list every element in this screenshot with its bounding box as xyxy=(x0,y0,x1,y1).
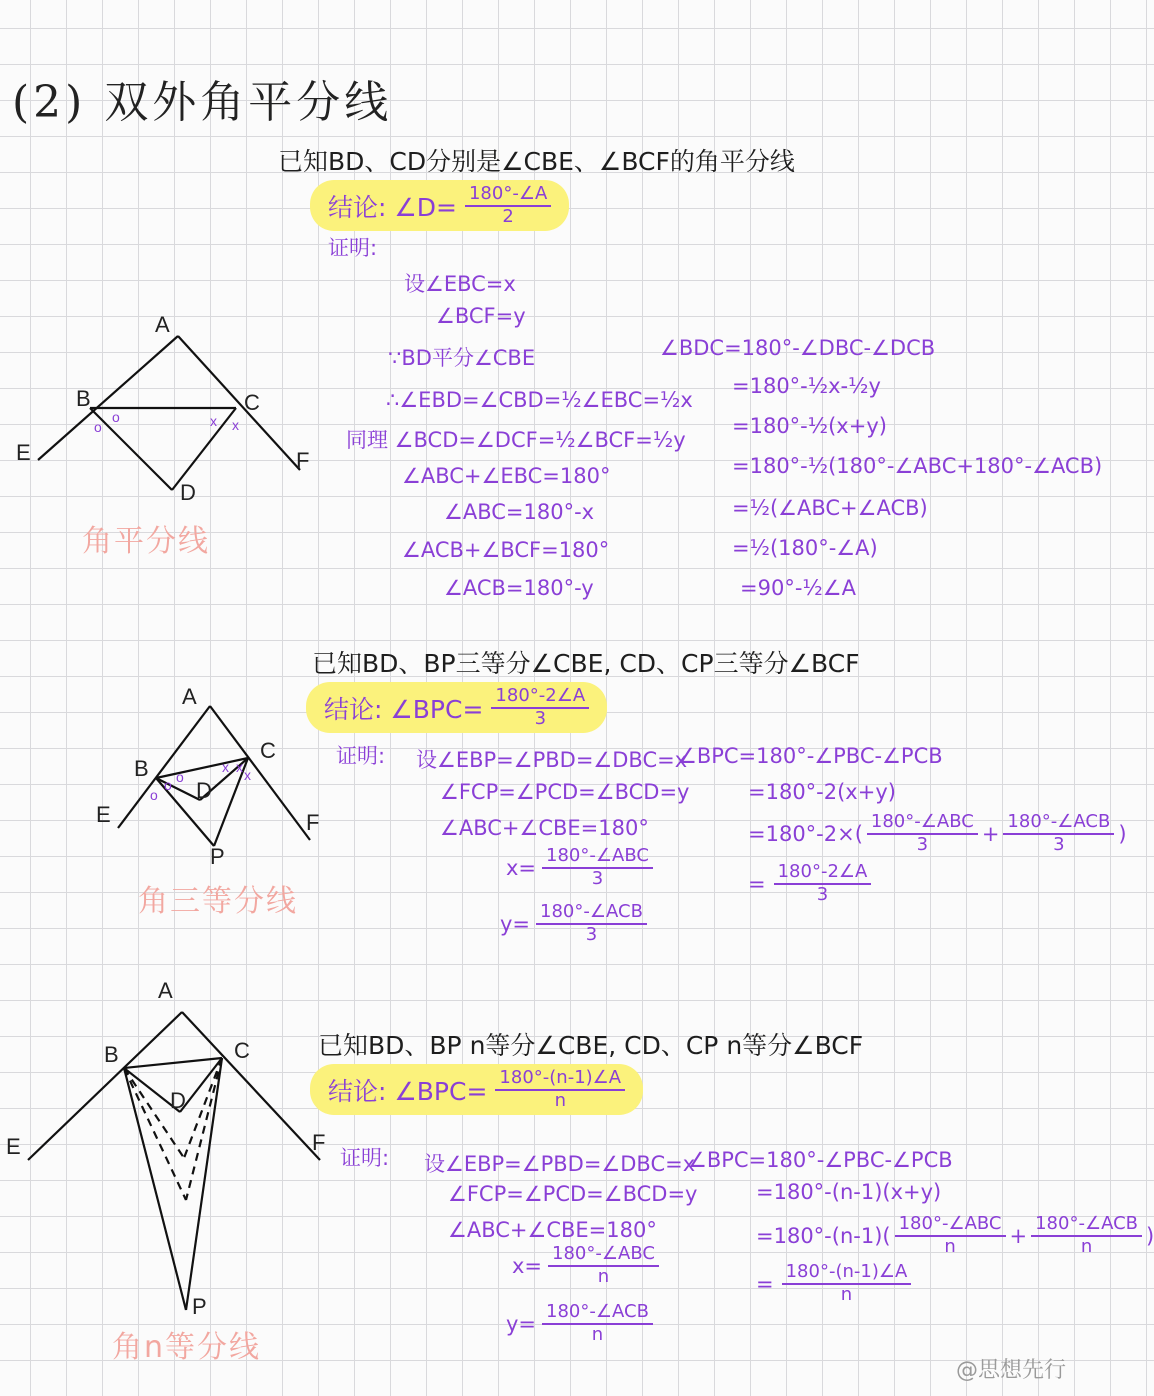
fraction-acb xyxy=(1031,1214,1142,1257)
fraction-numerator: 180°-∠ACB xyxy=(1031,1214,1142,1237)
fraction-denominator: n xyxy=(840,1283,853,1305)
fraction-denominator: 3 xyxy=(916,833,929,855)
diagram-3 xyxy=(28,1012,320,1310)
fraction-numerator: 180°-∠A xyxy=(465,184,551,207)
point-label-B: B xyxy=(134,756,149,781)
caption-3: 角n等分线 xyxy=(112,1330,262,1365)
conclusion-fraction xyxy=(495,1068,625,1111)
point-label-F: F xyxy=(296,448,310,473)
x-expression-3 xyxy=(512,1244,659,1287)
line-E-A xyxy=(38,336,178,460)
proof-line: ∠BDC=180°-∠DBC-∠DCB xyxy=(660,336,936,360)
fraction-denominator: n xyxy=(597,1265,610,1287)
x-fraction xyxy=(542,846,653,889)
proof-line: 同理 ∠BCD=∠DCF=½∠BCF=½y xyxy=(346,428,686,452)
point-label-D: D xyxy=(196,778,212,803)
angle-mark-x: x xyxy=(244,767,251,783)
conclusion-1 xyxy=(310,180,569,231)
dashed-ray-c1 xyxy=(184,1058,222,1158)
y-label: y= xyxy=(500,911,531,936)
fraction-numerator: 180°-(n-1)∠A xyxy=(495,1068,625,1091)
line-E-A xyxy=(118,706,210,828)
watermark: @思想先行 xyxy=(955,1358,1066,1383)
point-label-A: A xyxy=(158,978,173,1003)
proof-line: =½(∠ABC+∠ACB) xyxy=(732,496,928,520)
point-label-C: C xyxy=(234,1038,250,1063)
angle-mark-x: x xyxy=(232,417,239,433)
caption-2: 角三等分线 xyxy=(138,884,298,919)
line-A-F xyxy=(178,336,300,470)
point-label-C: C xyxy=(260,738,276,763)
proof-line: ∠FCP=∠PCD=∠BCD=y xyxy=(440,780,690,804)
angle-mark-o: o xyxy=(150,787,158,803)
conclusion-label: 结论: ∠D= xyxy=(328,192,457,222)
angle-mark-o: o xyxy=(164,777,172,793)
point-label-A: A xyxy=(182,684,197,709)
proof-line: ∠ACB=180°-y xyxy=(444,576,594,600)
fraction-numerator: 180°-∠ABC xyxy=(542,846,653,869)
y-expression-2 xyxy=(500,902,647,945)
fraction-abc xyxy=(867,812,978,855)
fraction-numerator: 180°-∠ACB xyxy=(536,902,647,925)
point-label-P: P xyxy=(192,1294,207,1319)
proof-line: =180°-½(180°-∠ABC+180°-∠ACB) xyxy=(732,454,1103,478)
conclusion-fraction xyxy=(465,184,551,227)
angle-mark-o: o xyxy=(176,769,184,785)
proof-line: ∠ABC+∠CBE=180° xyxy=(440,816,649,840)
proof-line: ∠ABC=180°-x xyxy=(444,500,595,524)
fraction-numerator: 180°-2∠A xyxy=(774,862,872,885)
proof-line: ∠BCF=y xyxy=(436,304,526,328)
proof-line: =½(180°-∠A) xyxy=(732,536,878,560)
fraction-numerator: 180°-∠ABC xyxy=(895,1214,1006,1237)
proof-label-2: 证明: xyxy=(336,744,386,768)
fraction-denominator: n xyxy=(944,1235,956,1257)
given-statement-2: 已知BD、BP三等分∠CBE, CD、CP三等分∠BCF xyxy=(312,649,860,678)
given-statement-1: 已知BD、CD分别是∠CBE、∠BCF的角平分线 xyxy=(278,147,795,176)
y-label: y= xyxy=(506,1311,537,1336)
angle-mark-x: x xyxy=(236,759,243,775)
proof-line: ∠ABC+∠EBC=180° xyxy=(402,464,611,488)
y-fraction xyxy=(542,1302,653,1345)
proof-line: =180°-½(x+y) xyxy=(732,414,887,438)
point-label-E: E xyxy=(96,802,111,827)
fraction-numerator: 180°-2∠A xyxy=(491,686,589,709)
angle-mark-o: o xyxy=(94,419,102,435)
diagram-1 xyxy=(38,336,300,490)
close-paren: ) xyxy=(1146,1223,1154,1248)
x-label: x= xyxy=(506,855,537,880)
final-expression-2 xyxy=(748,862,871,905)
proof-line: 设∠EBP=∠PBD=∠DBC=x xyxy=(424,1152,696,1176)
fraction-numerator: 180°-(n-1)∠A xyxy=(782,1262,912,1285)
final-expression-3 xyxy=(756,1262,911,1305)
fraction-denominator: n xyxy=(591,1323,604,1345)
fraction-denominator: 3 xyxy=(585,923,598,945)
proof-label-3: 证明: xyxy=(340,1146,390,1170)
proof-line: 设∠EBP=∠PBD=∠DBC=x xyxy=(416,748,688,772)
fraction-abc xyxy=(895,1214,1006,1257)
proof-line: ∠BPC=180°-∠PBC-∠PCB xyxy=(678,744,943,768)
fraction-numerator: 180°-∠ACB xyxy=(1003,812,1114,835)
proof-line: ∠FCP=∠PCD=∠BCD=y xyxy=(448,1182,698,1206)
equals-sign: = xyxy=(756,1271,774,1296)
fraction-denominator: 3 xyxy=(816,883,829,905)
point-label-D: D xyxy=(170,1088,186,1113)
proof-line: ∵BD平分∠CBE xyxy=(388,346,536,370)
point-label-B: B xyxy=(76,386,91,411)
fraction-acb xyxy=(1003,812,1114,855)
fraction-numerator: 180°-∠ABC xyxy=(548,1244,659,1267)
point-label-E: E xyxy=(16,440,31,465)
point-label-E: E xyxy=(6,1134,21,1159)
angle-mark-x: x xyxy=(210,413,217,429)
proof-line: =90°-½∠A xyxy=(740,576,856,600)
given-statement-3: 已知BD、BP n等分∠CBE, CD、CP n等分∠BCF xyxy=(318,1031,864,1060)
expression-prefix: =180°-(n-1)( xyxy=(756,1223,891,1248)
conclusion-label: 结论: ∠BPC= xyxy=(328,1076,488,1106)
plus-sign: + xyxy=(1009,1223,1028,1248)
line-A-F xyxy=(182,1012,320,1160)
proof-line: =180°-2(x+y) xyxy=(748,780,896,804)
proof-line: =180°-½x-½y xyxy=(732,374,881,398)
conclusion-3 xyxy=(310,1064,643,1115)
fraction-numerator: 180°-∠ACB xyxy=(542,1302,653,1325)
close-paren: ) xyxy=(1118,821,1127,846)
fraction-denominator: 2 xyxy=(502,205,514,227)
final-fraction xyxy=(774,862,872,905)
proof-label-1: 证明: xyxy=(328,236,378,260)
expanded-expression-2 xyxy=(748,812,1127,855)
point-label-C: C xyxy=(244,390,260,415)
x-fraction xyxy=(548,1244,659,1287)
proof-line: 设∠EBC=x xyxy=(404,272,516,296)
fraction-denominator: n xyxy=(554,1089,566,1111)
point-label-A: A xyxy=(155,312,170,337)
angle-mark-x: x xyxy=(222,759,229,775)
fraction-numerator: 180°-∠ABC xyxy=(867,812,978,835)
conclusion-label: 结论: ∠BPC= xyxy=(324,694,484,724)
proof-line: ∠ABC+∠CBE=180° xyxy=(448,1218,657,1242)
angle-marks xyxy=(94,409,251,803)
equals-sign: = xyxy=(748,871,766,896)
proof-line: ∠BPC=180°-∠PBC-∠PCB xyxy=(688,1148,953,1172)
line-B-C xyxy=(124,1058,222,1068)
x-label: x= xyxy=(512,1253,543,1278)
y-expression-3 xyxy=(506,1302,653,1345)
proof-line: ∴∠EBD=∠CBD=½∠EBC=½x xyxy=(386,388,693,412)
y-fraction xyxy=(536,902,647,945)
page-title: (2) 双外角平分线 xyxy=(12,77,393,128)
plus-sign: + xyxy=(981,821,1000,846)
fraction-denominator: n xyxy=(1080,1235,1093,1257)
line-E-A xyxy=(28,1012,182,1160)
line-B-D xyxy=(90,408,172,490)
caption-1: 角平分线 xyxy=(82,524,210,559)
x-expression-2 xyxy=(506,846,653,889)
fraction-denominator: 3 xyxy=(1053,833,1065,855)
final-fraction xyxy=(782,1262,912,1305)
angle-mark-o: o xyxy=(112,409,120,425)
point-label-B: B xyxy=(104,1042,119,1067)
line-C-D xyxy=(172,408,236,490)
conclusion-2 xyxy=(306,682,607,733)
conclusion-fraction xyxy=(491,686,589,729)
fraction-denominator: 3 xyxy=(534,707,547,729)
proof-line: ∠ACB+∠BCF=180° xyxy=(402,538,610,562)
point-label-P: P xyxy=(210,844,225,869)
expanded-expression-3 xyxy=(756,1214,1154,1257)
proof-line: =180°-(n-1)(x+y) xyxy=(756,1180,942,1204)
point-label-F: F xyxy=(312,1130,326,1155)
expression-prefix: =180°-2×( xyxy=(748,821,863,846)
point-label-F: F xyxy=(306,810,320,835)
fraction-denominator: 3 xyxy=(591,867,604,889)
point-label-D: D xyxy=(180,480,196,505)
